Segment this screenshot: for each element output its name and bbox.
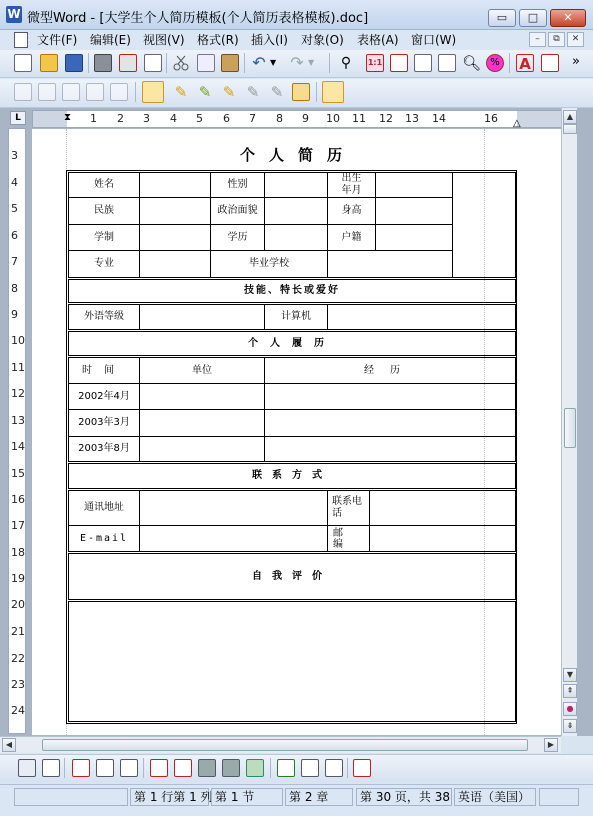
label-zip	[327, 525, 370, 552]
status-extra	[539, 788, 579, 806]
label-major: 专业	[68, 250, 140, 278]
page-number-icon[interactable]	[150, 759, 168, 777]
history-date: 2003年3月	[68, 409, 140, 437]
scroll-left-button[interactable]: ◀	[2, 738, 16, 752]
gender-value-cell[interactable]	[264, 172, 328, 198]
label-phone: 联系电话	[327, 490, 370, 526]
menu-view[interactable]: 视图(V)	[143, 33, 185, 47]
cut-icon[interactable]	[172, 54, 190, 72]
import-icon[interactable]	[277, 759, 295, 777]
copy-page-icon[interactable]	[325, 759, 343, 777]
minimize-button[interactable]: ▭	[488, 9, 516, 27]
pen-icon[interactable]: ✎	[222, 83, 236, 101]
document-title: 个人简历	[240, 146, 357, 164]
pen-star-icon[interactable]: ✎	[174, 83, 188, 101]
status-section: 第 1 节	[211, 788, 283, 806]
ethnic-value-cell[interactable]	[139, 197, 211, 225]
document-icon[interactable]	[14, 32, 28, 48]
scroll-up-button[interactable]: ▲	[563, 110, 577, 124]
address-value-cell[interactable]	[139, 490, 328, 526]
label-name: 姓名	[68, 172, 140, 198]
ruler-tick: 14	[432, 112, 446, 125]
ruler-tick: 11	[352, 112, 366, 125]
vertical-ruler-tick: 17	[11, 519, 25, 532]
vertical-ruler-tick: 18	[11, 546, 25, 559]
ruler-tick: 6	[223, 112, 230, 125]
menu-bar	[0, 30, 593, 50]
zoom-percent-icon[interactable]: %	[486, 54, 504, 72]
edit-object-icon[interactable]	[14, 83, 32, 101]
status-bar	[0, 784, 593, 816]
history-unit-cell[interactable]	[139, 383, 265, 410]
email-value-cell[interactable]	[139, 525, 328, 552]
font-color-icon[interactable]: A	[516, 54, 534, 72]
history-date: 2002年4月	[68, 383, 140, 410]
label-gender: 性别	[210, 172, 265, 198]
vertical-ruler-tick: 5	[11, 202, 18, 215]
title-bar	[0, 0, 593, 30]
vertical-ruler-tick: 15	[11, 467, 25, 480]
school-value-cell[interactable]	[327, 250, 453, 278]
label-politics: 政治面貌	[210, 197, 265, 225]
self-eval-content-cell[interactable]	[68, 601, 516, 722]
menu-table[interactable]: 表格(A)	[357, 33, 399, 47]
history-exp-cell[interactable]	[264, 409, 516, 437]
label-time: 时间	[68, 357, 140, 384]
section-self-eval: 自我评价	[68, 553, 516, 600]
refresh-page-icon[interactable]	[246, 759, 264, 777]
label-language: 外语等级	[68, 304, 140, 330]
label-hukou: 户籍	[327, 224, 376, 251]
vertical-scrollbar[interactable]	[561, 108, 577, 736]
label-unit: 单位	[139, 357, 265, 384]
label-zip-text: 邮编	[333, 527, 343, 550]
label-email: E-mail	[68, 525, 140, 552]
find-binoculars-icon[interactable]: ⚲	[340, 55, 352, 71]
ruler-tick: 12	[379, 112, 393, 125]
checklist-icon[interactable]	[120, 759, 138, 777]
export-pdf-icon[interactable]	[119, 54, 137, 72]
doc-restore-button[interactable]: ⧉	[548, 32, 565, 47]
system-value-cell[interactable]	[139, 224, 211, 251]
pen-check-icon[interactable]: ✎	[198, 83, 212, 101]
delete-object-icon[interactable]	[62, 83, 80, 101]
label-height: 身高	[327, 197, 376, 225]
birth-value-cell[interactable]	[375, 172, 453, 198]
vertical-ruler-tick: 24	[11, 704, 25, 717]
history-unit-cell[interactable]	[139, 409, 265, 437]
move-object-icon[interactable]	[110, 83, 128, 101]
view-toolbar	[0, 754, 593, 782]
view-mode-icon[interactable]	[18, 759, 36, 777]
pen-disabled-icon[interactable]: ✎	[246, 83, 260, 101]
ruler-tick: 1	[90, 112, 97, 125]
label-school: 毕业学校	[210, 250, 328, 278]
field-icon[interactable]	[174, 759, 192, 777]
vertical-ruler-tick: 3	[11, 149, 18, 162]
note-icon[interactable]	[353, 759, 371, 777]
vertical-ruler-tick: 4	[11, 176, 18, 189]
vertical-ruler-tick: 9	[11, 308, 18, 321]
section-skills: 技能、特长或爱好	[68, 279, 516, 303]
note-edit-icon[interactable]	[292, 83, 310, 101]
vertical-ruler-tick: 12	[11, 387, 25, 400]
hscroll-thumb[interactable]	[42, 739, 528, 751]
vertical-ruler-tick: 20	[11, 598, 25, 611]
section-resume: 个人履历	[68, 331, 516, 356]
undo-icon[interactable]: ↶	[252, 53, 266, 72]
outline-icon[interactable]	[72, 759, 90, 777]
section-contact: 联系方式	[68, 463, 516, 489]
insert-frame-icon[interactable]	[142, 81, 164, 103]
zip-value-cell[interactable]	[369, 525, 516, 552]
ruler-tick: 10	[326, 112, 340, 125]
vertical-ruler-tick: 13	[11, 414, 25, 427]
undo-dropdown-icon[interactable]: ▼	[270, 58, 277, 67]
export-icon[interactable]	[301, 759, 319, 777]
next-page-button[interactable]: ⇟	[563, 719, 577, 733]
print-icon[interactable]	[94, 54, 112, 72]
height-value-cell[interactable]	[375, 197, 453, 225]
vertical-ruler-tick: 19	[11, 572, 25, 585]
save-icon[interactable]	[65, 54, 83, 72]
vertical-ruler-tick: 7	[11, 255, 18, 268]
status-language: 英语（美国）	[454, 788, 536, 806]
ruler-tick: 4	[170, 112, 177, 125]
prev-page-button[interactable]: ⇞	[563, 684, 577, 698]
status-message	[14, 788, 128, 806]
vertical-ruler-tick: 23	[11, 678, 25, 691]
vertical-ruler[interactable]	[8, 128, 26, 734]
politics-value-cell[interactable]	[264, 197, 328, 225]
open-folder-icon[interactable]	[40, 54, 58, 72]
redo-icon[interactable]: ↷	[290, 53, 304, 72]
object-toolbar	[0, 79, 593, 108]
ruler-tick: 16	[484, 112, 498, 125]
name-value-cell[interactable]	[139, 172, 211, 198]
scroll-right-button[interactable]: ▶	[544, 738, 558, 752]
page-width-icon[interactable]	[390, 54, 408, 72]
vertical-ruler-tick: 6	[11, 229, 18, 242]
vertical-ruler-tick: 8	[11, 282, 18, 295]
comment-pen-icon[interactable]	[322, 81, 344, 103]
major-value-cell[interactable]	[139, 250, 211, 278]
vertical-ruler-tick: 22	[11, 652, 25, 665]
label-address: 通讯地址	[68, 490, 140, 526]
scroll-down-button[interactable]: ▼	[563, 668, 577, 682]
scroll-top-button[interactable]	[563, 124, 577, 134]
menu-file[interactable]: 文件(F)	[37, 33, 78, 47]
copy-icon[interactable]	[197, 54, 215, 72]
menu-window[interactable]: 窗口(W)	[411, 33, 457, 47]
status-page: 第 30 页，共 38	[356, 788, 452, 806]
zoom-100-icon[interactable]: 1:1	[366, 54, 384, 72]
label-education: 学历	[210, 224, 265, 251]
word-app-icon[interactable]: W	[7, 7, 21, 21]
ruler-tick: 8	[276, 112, 283, 125]
status-chapter: 第 2 章	[285, 788, 353, 806]
horizontal-scrollbar[interactable]	[0, 736, 561, 753]
label-experience: 经历	[264, 357, 516, 384]
full-page-icon[interactable]	[414, 54, 432, 72]
ruler-tick: 5	[196, 112, 203, 125]
label-computer: 计算机	[264, 304, 328, 330]
zoom-icon[interactable]: 🔍︎	[462, 54, 482, 72]
list-icon[interactable]	[96, 759, 114, 777]
print-setup-icon[interactable]	[222, 759, 240, 777]
window-title: 微型Word - [大学生个人简历模板(个人简历表格模板).doc]	[27, 11, 369, 26]
object-properties-icon[interactable]	[38, 83, 56, 101]
computer-value-cell[interactable]	[327, 304, 516, 330]
ruler-tick: 3	[143, 112, 150, 125]
paste-icon[interactable]	[221, 54, 239, 72]
ruler-tick: 13	[405, 112, 419, 125]
horizontal-ruler[interactable]	[32, 110, 574, 128]
vertical-ruler-tick: 14	[11, 440, 25, 453]
pen-erase-icon[interactable]: ✎	[270, 83, 284, 101]
menu-format[interactable]: 格式(R)	[197, 33, 239, 47]
toolbar-overflow-icon[interactable]: »	[572, 54, 580, 69]
new-document-icon[interactable]	[14, 54, 32, 72]
scroll-thumb[interactable]	[564, 408, 576, 448]
label-ethnic: 民族	[68, 197, 140, 225]
print-preview-icon[interactable]	[144, 54, 162, 72]
vertical-ruler-tick: 10	[11, 334, 25, 347]
history-date: 2003年8月	[68, 436, 140, 462]
status-position: 第 1 行第 1 列	[130, 788, 209, 806]
standard-toolbar	[0, 50, 593, 78]
label-birth: 出生年月	[327, 172, 376, 198]
phone-value-cell[interactable]	[369, 490, 516, 526]
vertical-ruler-tick: 16	[11, 493, 25, 506]
copy-object-icon[interactable]	[86, 83, 104, 101]
history-exp-cell[interactable]	[264, 383, 516, 410]
menu-insert[interactable]: 插入(I)	[251, 33, 288, 47]
indent-marker-icon[interactable]: ⧗	[64, 112, 72, 123]
menu-edit[interactable]: 编辑(E)	[90, 33, 131, 47]
label-system: 学制	[68, 224, 140, 251]
doc-minimize-button[interactable]: –	[529, 32, 546, 47]
right-indent-icon[interactable]: △	[513, 118, 521, 129]
ruler-tick: 7	[249, 112, 256, 125]
ruler-tick: 2	[117, 112, 124, 125]
ruler-tick: 9	[302, 112, 309, 125]
close-button[interactable]: ✕	[550, 9, 586, 27]
education-value-cell[interactable]	[264, 224, 328, 251]
history-unit-cell[interactable]	[139, 436, 265, 462]
language-value-cell[interactable]	[139, 304, 265, 330]
vertical-ruler-tick: 21	[11, 625, 25, 638]
page-view-icon[interactable]	[42, 759, 60, 777]
history-exp-cell[interactable]	[264, 436, 516, 462]
menu-object[interactable]: 对象(O)	[301, 33, 344, 47]
doc-close-button[interactable]: ✕	[567, 32, 584, 47]
maximize-button[interactable]: □	[519, 9, 547, 27]
photo-cell[interactable]	[452, 172, 516, 278]
vertical-ruler-tick: 11	[11, 361, 25, 374]
printer-setup-icon[interactable]	[198, 759, 216, 777]
tab-stop-selector[interactable]: L	[10, 111, 26, 125]
paragraph-icon[interactable]	[541, 54, 559, 72]
browse-object-button[interactable]: ●	[563, 702, 577, 716]
hukou-value-cell[interactable]	[375, 224, 453, 251]
redo-dropdown-icon[interactable]: ▼	[308, 58, 315, 67]
two-page-icon[interactable]	[438, 54, 456, 72]
